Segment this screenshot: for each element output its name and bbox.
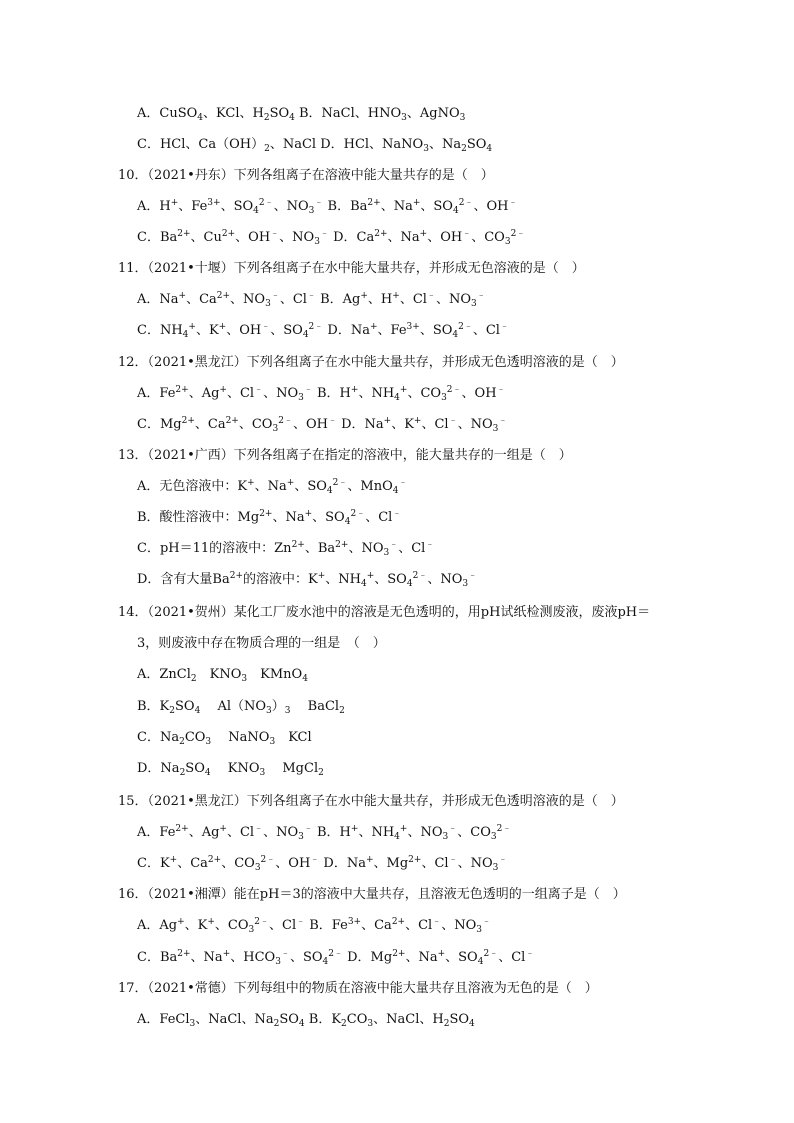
question-stem: 10．（2021•丹东）下列各组离子在溶液中能大量共存的是（ ） xyxy=(118,168,494,183)
answer-option: B．酸性溶液中：$Mg^{2+}$、Na+、$SO_4^{2﹣}$、Cl﹣ xyxy=(137,509,402,527)
answer-option: C．pH＝11的溶液中：$Zn^{2+}$、$Ba^{2+}$、$NO_3^﹣$、Cl﹣ xyxy=(137,540,435,558)
answer-option: A．$Fe^{2+}$、Ag+、Cl﹣、$NO_3^﹣$ B．H+、$NH_4^+$、$NO_3^﹣$、$CO_3^{2﹣}$ xyxy=(137,824,512,842)
answer-option: A．无色溶液中：K+、Na+、$SO_4^{2﹣}$、MnO$_4$﹣ xyxy=(137,478,408,496)
answer-option: C．$Mg^{2+}$、$Ca^{2+}$、$CO_3^{2﹣}$、OH﹣ D．Na+、K+、Cl﹣、$NO_3^﹣$ xyxy=(137,416,508,434)
answer-option: C．$Ba^{2+}$、Na+、$HCO_3^﹣$、$SO_4^{2﹣}$ D．$Mg^{2+}$、Na+、$SO_4^{2﹣}$、Cl﹣ xyxy=(137,949,535,967)
question-stem: 13．（2021•广西）下列各组离子在指定的溶液中，能大量共存的一组是（ ） xyxy=(118,448,572,463)
answer-option: B．$K_2SO_4$ $Al(NO_3)_3$ BaCl$_2$ xyxy=(137,699,345,716)
question-stem: 15．（2021•黑龙江）下列各组离子在水中能大量共存，并形成无色透明溶液的是（ ） xyxy=(118,794,624,809)
answer-option: C．$Ba^{2+}$、$Cu^{2+}$、OH﹣、$NO_3^﹣$ D．$Ca^{2+}$、Na+、OH﹣、$CO_3^{2﹣}$ xyxy=(137,229,526,247)
answer-option: D．含有大量$Ba^{2+}$的溶液中：K+、$NH_4^+$、$SO_4^{2﹣}$、$NO_3^﹣$ xyxy=(137,571,478,589)
question-stem: 11．（2021•十堰）下列各组离子在水中能大量共存，并形成无色溶液的是（ ） xyxy=(118,261,585,276)
answer-option: A．FeCl$_3$、NaCl、$Na_2SO_4$ B．$K_2CO_3$、NaCl、$H_2SO_4$ xyxy=(137,1012,475,1029)
answer-option: A．H+、$Fe^{3+}$、$SO_4^{2﹣}$、$NO_3^﹣$ B．$Ba^{2+}$、Na+、$SO_4^{2﹣}$、OH﹣ xyxy=(137,198,518,216)
answer-option: 3，则废液中存在物质合理的一组是 （ ） xyxy=(137,636,386,651)
question-stem: 16．（2021•湘潭）能在pH＝3的溶液中大量共存，且溶液无色透明的一组离子是（ ） xyxy=(118,887,626,902)
answer-option: C．K+、$Ca^{2+}$、$CO_3^{2﹣}$、OH﹣ D．Na+、$Mg^{2+}$、Cl﹣、$NO_3^﹣$ xyxy=(137,855,508,873)
question-stem: 14．（2021•贺州）某化工厂废水池中的溶液是无色透明的，用pH试纸检测废液，废液pH＝ xyxy=(118,605,651,620)
question-stem: 12．（2021•黑龙江）下列各组离子在水中能大量共存，并形成无色透明溶液的是（ ） xyxy=(118,355,624,370)
answer-option: A．Ag+、K+、$CO_3^{2﹣}$、Cl﹣ B．$Fe^{3+}$、$Ca^{2+}$、Cl﹣、$NO_3^﹣$ xyxy=(137,917,492,935)
answer-option: C．$Na_2CO_3$ NaNO$_3$ KCl xyxy=(137,730,312,747)
answer-option: C．HCl、$Ca(OH)_2$、NaCl D．HCl、NaNO$_3$、$Na_2SO_4$ xyxy=(137,137,493,154)
answer-option: D．$Na_2SO_4$ $KNO_3$ MgCl$_2$ xyxy=(137,761,324,778)
answer-option: A．ZnCl$_2$ $KNO_3$ KMnO$_4$ xyxy=(137,667,308,684)
answer-option: A．CuSO$_4$、KCl、$H_2SO_4$ B．NaCl、$HNO_3$、AgNO$_3$ xyxy=(137,106,466,123)
question-stem: 17．（2021•常德）下列每组中的物质在溶液中能大量共存且溶液为无色的是（ ） xyxy=(118,981,598,996)
answer-option: A．$Fe^{2+}$、Ag+、Cl﹣、$NO_3^﹣$ B．H+、$NH_4^+$、$CO_3^{2﹣}$、OH﹣ xyxy=(137,385,506,403)
answer-option: A．Na+、$Ca^{2+}$、$NO_3^﹣$、Cl﹣ B．Ag+、H+、Cl﹣、$NO_3^﹣$ xyxy=(137,291,486,309)
answer-option: C．$NH_4^+$、K+、OH﹣、$SO_4^{2﹣}$ D．Na+、$Fe^{3+}$、$SO_4^{2﹣}$、Cl﹣ xyxy=(137,322,509,340)
